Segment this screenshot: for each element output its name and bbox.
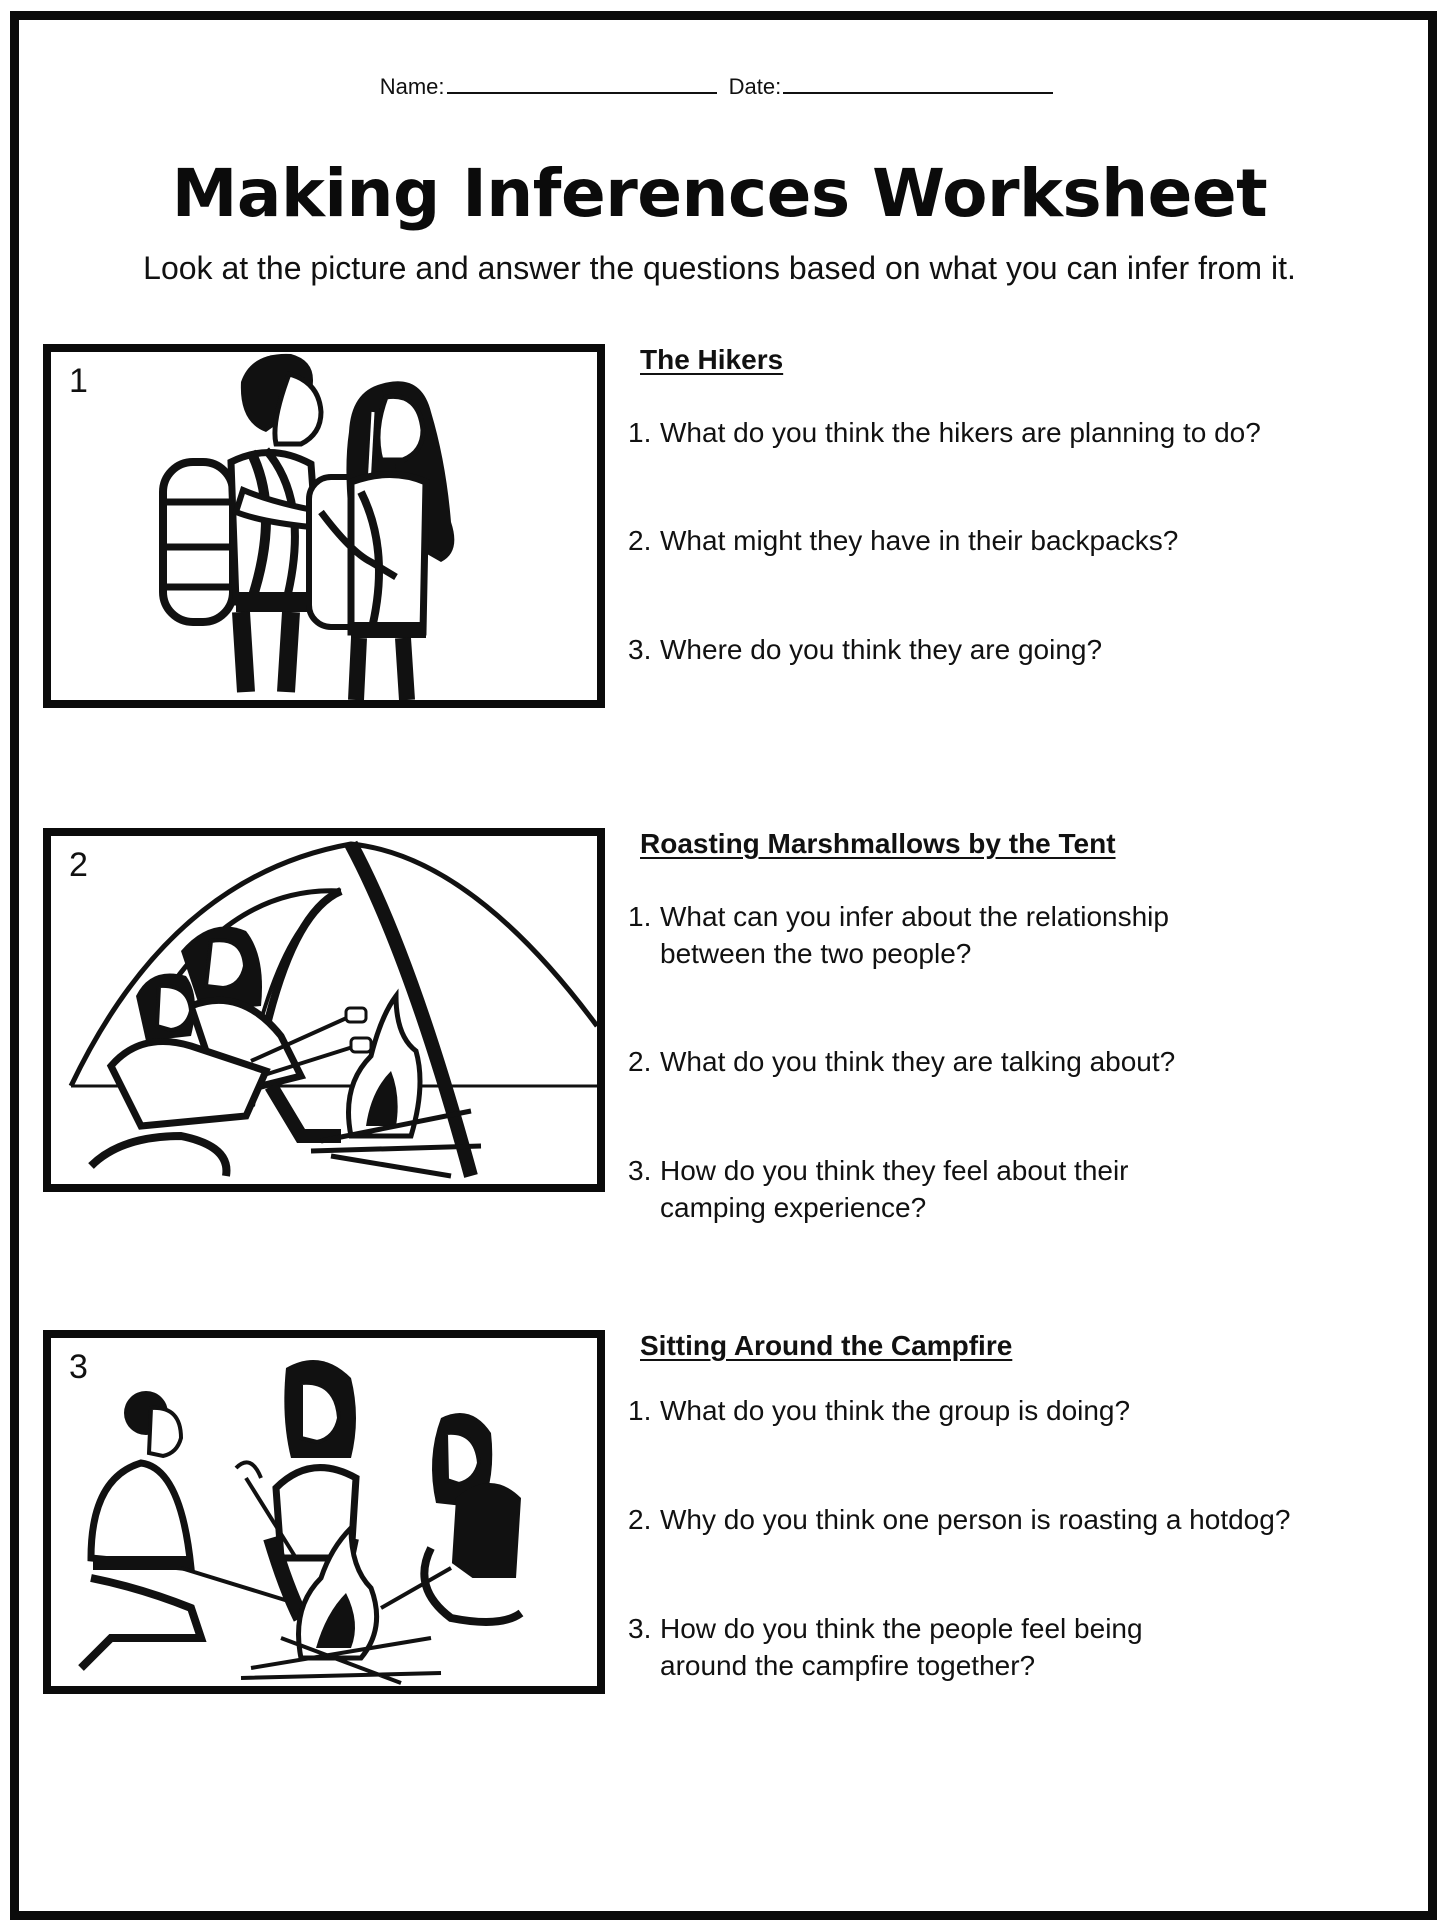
question-text xyxy=(660,898,1398,972)
tent-drawing xyxy=(51,836,597,1184)
picture-number: 3 xyxy=(69,1348,88,1386)
question-text-line-1: How do you think they feel about their xyxy=(660,1155,1129,1186)
question-number: 3. xyxy=(628,1613,652,1644)
hikers-drawing xyxy=(51,352,597,700)
question-text-line-1: How do you think the people feel being xyxy=(660,1613,1143,1644)
question-text: Where do you think they are going? xyxy=(660,634,1103,665)
tent-marshmallows-illustration xyxy=(43,828,605,1192)
question-number: 2. xyxy=(628,525,652,556)
question-number: 3. xyxy=(628,1155,652,1186)
question-number: 1. xyxy=(628,417,652,448)
question-text: Why do you think one person is roasting a hotdog? xyxy=(660,1504,1291,1535)
picture-number: 2 xyxy=(69,846,88,884)
date-label: Date: xyxy=(728,74,782,99)
worksheet-title: Making Inferences Worksheet xyxy=(171,155,1268,232)
question xyxy=(628,1152,1398,1226)
picture-number: 1 xyxy=(69,362,88,400)
question-text xyxy=(660,1610,1398,1684)
name-date-row xyxy=(0,74,1439,100)
worksheet-instructions: Look at the picture and answer the questions based on what you can infer from it. xyxy=(143,250,1296,286)
date-field[interactable] xyxy=(783,74,1053,94)
question-text-line-2: between the two people? xyxy=(660,938,972,969)
question-number: 3. xyxy=(628,634,652,665)
name-label: Name: xyxy=(379,74,445,99)
campfire-group-illustration xyxy=(43,1330,605,1694)
question-text-line-2: around the campfire together? xyxy=(660,1650,1036,1681)
section-heading: Sitting Around the Campfire xyxy=(640,1330,1013,1361)
campfire-drawing xyxy=(51,1338,597,1686)
question xyxy=(628,1392,1398,1429)
question xyxy=(628,1501,1398,1538)
question-text: What do you think the group is doing? xyxy=(660,1395,1131,1426)
question-text: What might they have in their backpacks? xyxy=(660,525,1179,556)
question-text: What do you think they are talking about? xyxy=(660,1046,1176,1077)
question-text-line-2: camping experience? xyxy=(660,1192,927,1223)
question-number: 1. xyxy=(628,1395,652,1426)
question-text: What do you think the hikers are planning to do? xyxy=(660,417,1261,448)
question xyxy=(628,1043,1398,1080)
question xyxy=(628,414,1398,451)
question xyxy=(628,522,1398,559)
name-field[interactable] xyxy=(447,74,717,94)
question-number: 2. xyxy=(628,1046,652,1077)
question-text-line-1: What can you infer about the relationship xyxy=(660,901,1169,932)
section-heading: The Hikers xyxy=(640,344,784,375)
question xyxy=(628,631,1398,668)
question xyxy=(628,1610,1398,1684)
question-text xyxy=(660,1152,1398,1226)
question-number: 1. xyxy=(628,901,652,932)
question xyxy=(628,898,1398,972)
hikers-illustration xyxy=(43,344,605,708)
question-number: 2. xyxy=(628,1504,652,1535)
section-heading: Roasting Marshmallows by the Tent xyxy=(640,828,1116,859)
